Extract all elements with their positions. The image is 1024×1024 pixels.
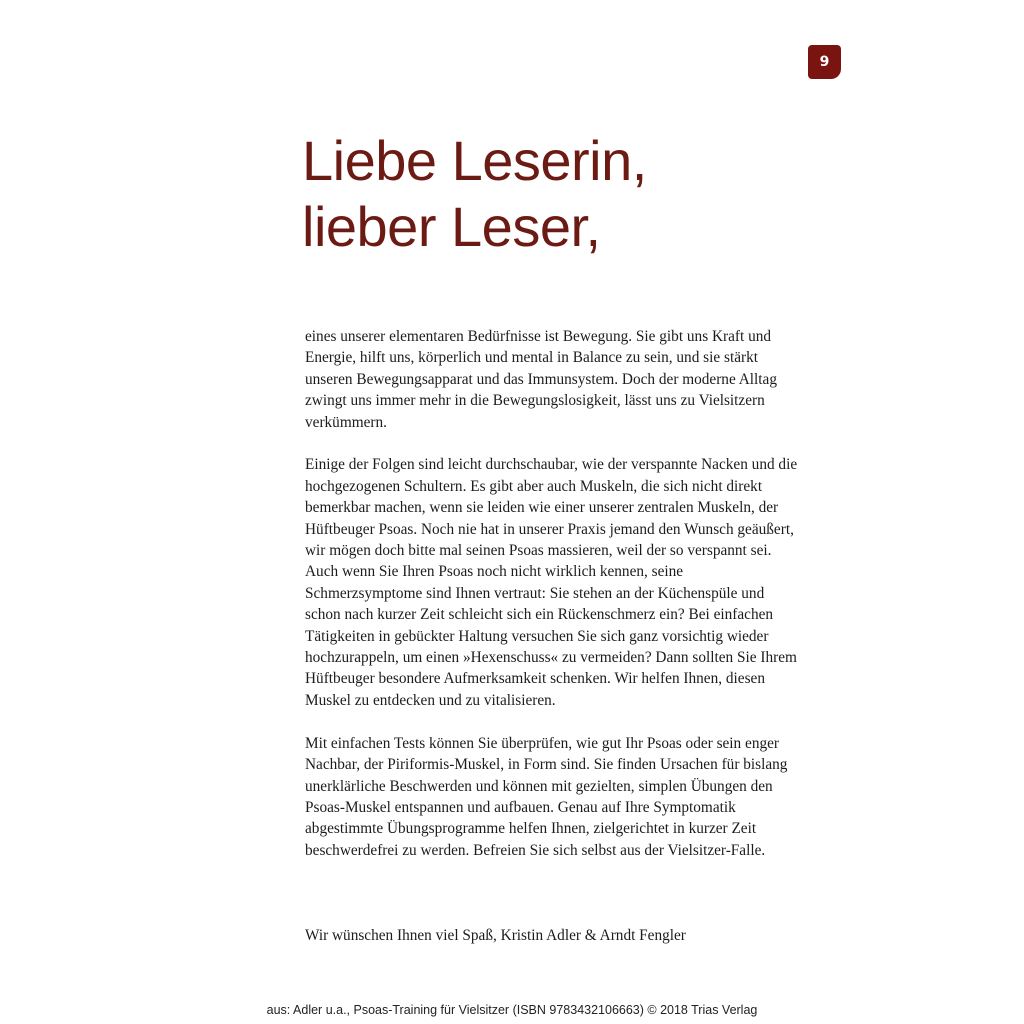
paragraph-2: Einige der Folgen sind leicht durchschaubar, wie der verspannte Nacken und die hochgezogenen Schultern. Es gibt aber auch Muskeln, die sich nicht direkt bemerkbar machen, wenn sie leiden wie einer unserer zentralen Muskeln, der Hüftbeuger Psoas. Noch nie hat in unserer Praxis jemand den Wunsch geäußert, wir mögen doch bitte mal seinen Psoas massieren, weil der so verspannt sei. Auch wenn Sie Ihren Psoas noch nicht wirklich kennen, seine Schmerzsymptome sind Ihnen vertraut: Sie stehen an der Küchenspüle und schon nach kurzer Zeit schleicht sich ein Rückenschmerz ein? Bei einfachen Tätigkeiten in gebückter Haltung versuchen Sie sich ganz vorsichtig wieder hochzurappeln, um einen »Hexenschuss« zu vermeiden? Dann sollten Sie Ihrem Hüftbeuger besondere Aufmerksamkeit schenken. Wir helfen Ihnen, diesen Muskel zu entdecken und zu vitalisieren. <box>305 456 798 709</box>
body-text <box>305 326 803 883</box>
paragraph-3: Mit einfachen Tests können Sie überprüfen, wie gut Ihr Psoas oder sein enger Nachbar, der Piriformis-Muskel, in Form sind. Sie finden Ursachen für bislang unerklärliche Beschwerden und können mit gezielten, simplen Übungen den Psoas-Muskel entspannen und aufbauen. Genau auf Ihre Symptomatik abgestimmte Übungsprogramme helfen Ihnen, zielgerichtet in kurzer Zeit beschwerdefrei zu werden. Befreien Sie sich selbst aus der Vielsitzer-Falle. <box>305 734 788 859</box>
title-line-1: Liebe Leserin, <box>302 129 647 192</box>
paragraph-1: eines unserer elementaren Bedürfnisse ist Bewegung. Sie gibt uns Kraft und Energie, hilft uns, körperlich und mental in Balance zu sein, und sie stärkt unseren Bewegungsapparat und das Immunsystem. Doch der moderne Alltag zwingt uns immer mehr in die Bewegungslosigkeit, lässt uns zu Vielsitzern verkümmern. <box>305 328 777 431</box>
title-line-2: lieber Leser, <box>302 195 601 258</box>
source-citation: aus: Adler u.a., Psoas-Training für Vielsitzer (ISBN 9783432106663) © 2018 Trias Verlag <box>266 1003 758 1017</box>
page-title <box>302 128 802 260</box>
closing-signature: Wir wünschen Ihnen viel Spaß, Kristin Adler & Arndt Fengler <box>305 927 686 944</box>
page-number-badge: 9 <box>808 45 841 79</box>
